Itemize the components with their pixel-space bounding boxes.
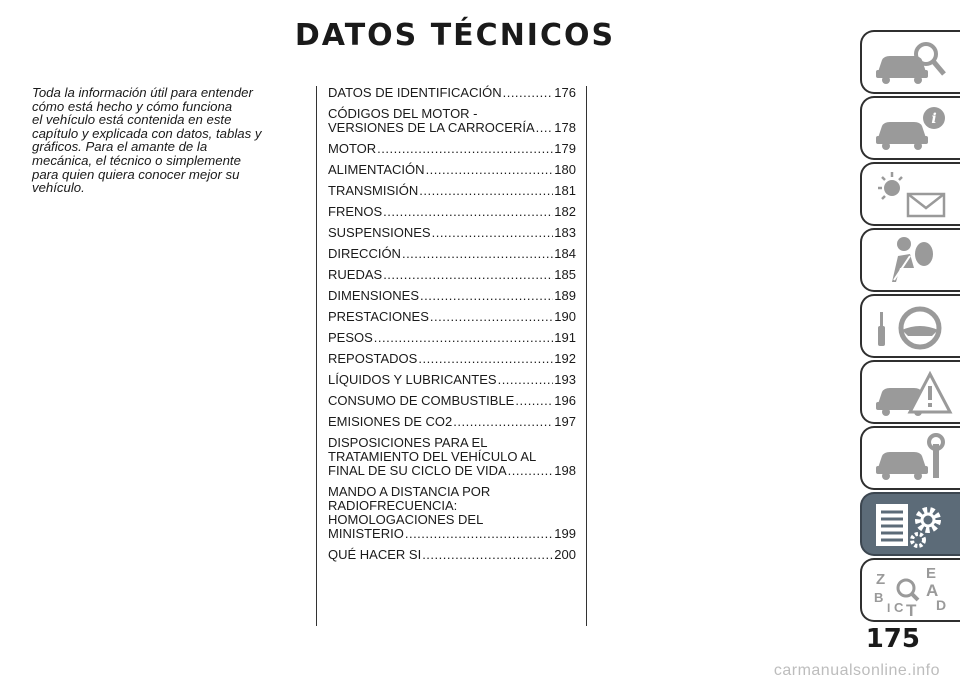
toc-entry[interactable] [328, 107, 576, 135]
toc-entry-label: CÓDIGOS DEL MOTOR - [328, 106, 478, 121]
toc-page-number: 196 [554, 393, 576, 408]
toc-page-number: 185 [554, 267, 576, 282]
car-warning-triangle-icon [870, 366, 954, 420]
toc-page-number: 200 [554, 547, 576, 562]
intro-line: gráficos. Para el amante de la [32, 139, 208, 155]
toc-entry-label: RADIOFRECUENCIA: [328, 498, 458, 513]
tab-maintenance[interactable] [860, 426, 960, 490]
toc-page-number: 184 [554, 246, 576, 261]
toc-page-number: 180 [554, 162, 576, 177]
toc-entry-label: REPOSTADOS [328, 351, 418, 366]
technical-data-gears-icon [870, 498, 954, 552]
toc-entry[interactable] [328, 184, 576, 198]
tab-emergency[interactable] [860, 360, 960, 424]
dot-leader [498, 373, 554, 387]
toc-entry-label: ALIMENTACIÓN [328, 162, 425, 177]
steering-wheel-icon [870, 300, 954, 354]
toc-entry-label: DIMENSIONES [328, 288, 420, 303]
toc-page-number: 182 [554, 204, 576, 219]
toc-entry[interactable] [328, 86, 576, 100]
toc-entry-label: RUEDAS [328, 267, 383, 282]
index-letter: Z [876, 571, 886, 588]
toc-entry[interactable] [328, 205, 576, 219]
toc-entry[interactable] [328, 394, 576, 408]
toc-entry-label: PESOS [328, 330, 373, 345]
toc-entry-label: TRATAMIENTO DEL VEHÍCULO AL [328, 449, 537, 464]
toc-entry[interactable] [328, 142, 576, 156]
dot-leader [377, 142, 553, 156]
chapter-intro [32, 86, 312, 195]
toc-entry[interactable] [328, 352, 576, 366]
dot-leader [383, 205, 553, 219]
intro-line: vehículo. [32, 180, 85, 196]
table-of-contents [328, 86, 576, 569]
intro-line: Toda la información útil para entender [32, 85, 253, 100]
column-divider-right [586, 86, 587, 626]
toc-entry-label: CONSUMO DE COMBUSTIBLE [328, 393, 515, 408]
toc-entry-label: PRESTACIONES [328, 309, 429, 324]
intro-line: para quien quiera conocer mejor su [32, 166, 240, 182]
dot-leader [374, 331, 554, 345]
toc-entry[interactable] [328, 548, 576, 562]
intro-line: mecánica, el técnico o simplemente [32, 152, 241, 168]
dot-leader [536, 121, 554, 135]
toc-page-number: 176 [554, 85, 576, 100]
seat-airbag-icon [870, 234, 954, 288]
column-divider-left [316, 86, 317, 626]
dot-leader [453, 415, 553, 429]
tab-index[interactable] [860, 558, 960, 622]
toc-page-number: 197 [554, 414, 576, 429]
toc-page-number: 198 [554, 463, 576, 478]
dot-leader [405, 527, 553, 541]
toc-entry-label: DIRECCIÓN [328, 246, 401, 261]
toc-page-number: 193 [554, 372, 576, 387]
toc-entry-label: DISPOSICIONES PARA EL [328, 435, 488, 450]
index-letter: C [894, 600, 904, 615]
dot-leader [426, 163, 554, 177]
toc-entry[interactable] [328, 289, 576, 303]
tab-car-info[interactable] [860, 96, 960, 160]
dot-leader [418, 352, 553, 366]
dot-leader [419, 184, 553, 198]
dot-leader [508, 464, 554, 478]
alphabetical-index-icon [870, 564, 954, 618]
index-letter: I [887, 601, 891, 615]
warning-light-envelope-icon [870, 168, 954, 222]
toc-page-number: 181 [554, 183, 576, 198]
toc-entry-label: FINAL DE SU CICLO DE VIDA [328, 463, 507, 478]
toc-entry-label: EMISIONES DE CO2 [328, 414, 453, 429]
toc-entry[interactable] [328, 485, 576, 541]
toc-entry-label: HOMOLOGACIONES DEL [328, 512, 484, 527]
page-number: 175 [865, 624, 920, 654]
toc-entry-label: DATOS DE IDENTIFICACIÓN [328, 85, 502, 100]
car-wrench-icon [870, 432, 954, 486]
toc-entry-label: SUSPENSIONES [328, 225, 431, 240]
tab-safety[interactable] [860, 228, 960, 292]
intro-line: capítulo y explicada con datos, tablas y [32, 125, 262, 141]
intro-line: el vehículo está contenida en este [32, 112, 232, 128]
toc-page-number: 183 [554, 225, 576, 240]
intro-line: cómo está hecho y cómo funciona [32, 98, 233, 114]
dot-leader [402, 247, 553, 261]
toc-page-number: 191 [554, 330, 576, 345]
toc-entry[interactable] [328, 268, 576, 282]
toc-entry-label: FRENOS [328, 204, 383, 219]
toc-entry[interactable] [328, 247, 576, 261]
toc-entry[interactable] [328, 331, 576, 345]
svg-text:i: i [931, 111, 937, 127]
dot-leader [422, 548, 553, 562]
toc-entry-label: LÍQUIDOS Y LUBRICANTES [328, 372, 497, 387]
toc-entry-label: MINISTERIO [328, 526, 404, 541]
page-title: DATOS TÉCNICOS [294, 18, 616, 53]
toc-entry[interactable] [328, 436, 576, 478]
toc-entry-label: MOTOR [328, 141, 377, 156]
toc-page-number: 199 [554, 526, 576, 541]
dot-leader [515, 394, 553, 408]
toc-entry-label: QUÉ HACER SI [328, 547, 422, 562]
toc-entry[interactable] [328, 373, 576, 387]
index-letter: A [926, 581, 939, 600]
index-letter: T [906, 601, 917, 618]
watermark: carmanualsonline.info [773, 662, 940, 679]
toc-entry[interactable] [328, 310, 576, 324]
dot-leader [503, 86, 554, 100]
car-search-icon [870, 36, 954, 90]
dot-leader [420, 289, 553, 303]
tab-starting-driving[interactable] [860, 294, 960, 358]
toc-page-number: 192 [554, 351, 576, 366]
toc-entry-label: MANDO A DISTANCIA POR [328, 484, 491, 499]
tab-car-search[interactable] [860, 30, 960, 94]
index-letter: B [874, 590, 884, 605]
dot-leader [383, 268, 553, 282]
dot-leader [432, 226, 554, 240]
toc-page-number: 189 [554, 288, 576, 303]
index-letter: D [936, 597, 947, 613]
index-letter: E [926, 565, 937, 582]
dot-leader [430, 310, 553, 324]
toc-page-number: 190 [554, 309, 576, 324]
toc-entry[interactable] [328, 415, 576, 429]
toc-page-number: 178 [554, 120, 576, 135]
car-info-icon [870, 102, 954, 156]
tab-technical-data[interactable] [860, 492, 960, 556]
toc-entry[interactable] [328, 163, 576, 177]
toc-entry[interactable] [328, 226, 576, 240]
toc-entry-label: TRANSMISIÓN [328, 183, 419, 198]
toc-entry-label: VERSIONES DE LA CARROCERÍA [328, 120, 535, 135]
tab-warning-lights[interactable] [860, 162, 960, 226]
toc-page-number: 179 [554, 141, 576, 156]
